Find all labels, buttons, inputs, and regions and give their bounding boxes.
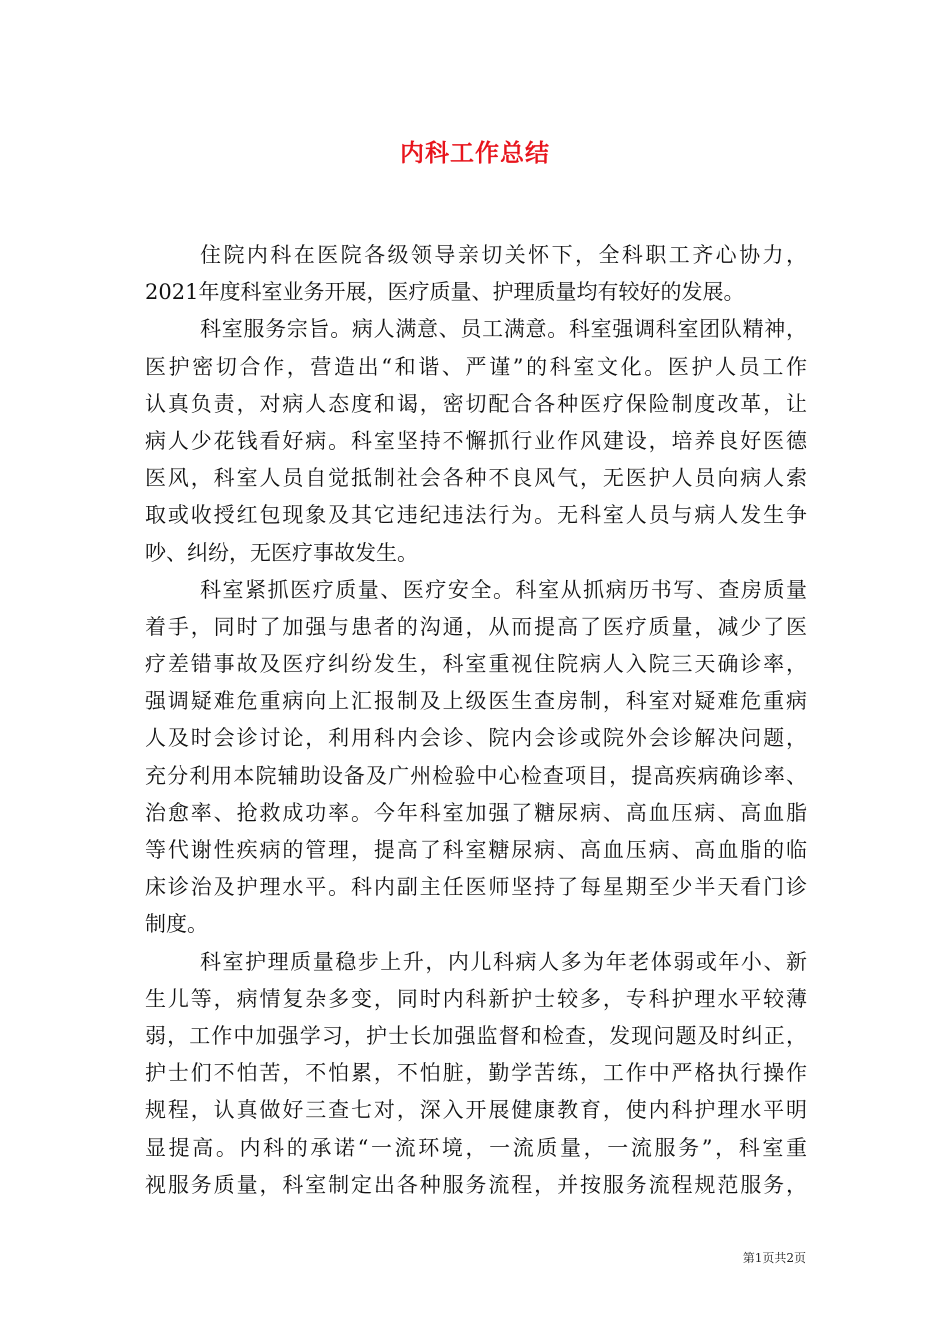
text-line: 治愈率、抢救成功率。今年科室加强了糖尿病、高血压病、高血脂 (145, 800, 807, 825)
text-line: 强调疑难危重病向上汇报制及上级医生查房制，科室对疑难危重病 (145, 689, 807, 714)
paragraph (145, 944, 807, 1204)
paragraph (145, 237, 807, 311)
text-line: 认真负责，对病人态度和谒，密切配合各种医疗保险制度改革，让 (145, 391, 807, 416)
text-line: 科室护理质量稳步上升，内儿科病人多为年老体弱或年小、新 (200, 949, 807, 974)
paragraph (145, 572, 807, 944)
text-line: 生儿等，病情复杂多变，同时内科新护士较多，专科护理水平较薄 (145, 986, 807, 1011)
paragraph (145, 311, 807, 571)
text-line: 等代谢性疾病的管理，提高了科室糖尿病、高血压病、高血脂的临 (145, 838, 807, 862)
document-body (145, 237, 807, 1204)
text-line: 护士们不怕苦，不怕累，不怕脏，勤学苦练，工作中严格执行操作 (145, 1061, 807, 1086)
text-line: 2021年度科室业务开展，医疗质量、护理质量均有较好的发展。 (145, 280, 745, 305)
text-line: 科室紧抓医疗质量、医疗安全。科室从抓病历书写、查房质量 (200, 577, 807, 602)
text-line: 制度。 (145, 912, 208, 937)
text-line: 医风，科室人员自觉抵制社会各种不良风气，无医护人员向病人索 (145, 466, 807, 491)
text-line: 规程，认真做好三查七对，深入开展健康教育，使内科护理水平明 (145, 1098, 807, 1123)
text-line: 床诊治及护理水平。科内副主任医师坚持了每星期至少半天看门诊 (145, 875, 807, 900)
text-line: 弱，工作中加强学习，护士长加强监督和检查，发现问题及时纠正， (145, 1023, 807, 1048)
text-line: 疗差错事故及医疗纠纷发生，科室重视住院病人入院三天确诊率， (145, 652, 807, 677)
text-line: 人及时会诊讨论，利用科内会诊、院内会诊或院外会诊解决问题， (145, 726, 807, 751)
page-number: 第1页共2页 (742, 1251, 806, 1265)
text-line: 病人少花钱看好病。科室坚持不懈抓行业作风建设，培养良好医德 (145, 428, 807, 453)
text-line: 着手，同时了加强与患者的沟通，从而提高了医疗质量，减少了医 (145, 614, 807, 639)
text-line: 医护密切合作，营造出“和谐、严谨”的科室文化。医护人员工作 (145, 354, 807, 379)
document-title: 内科工作总结 (400, 139, 550, 167)
text-line: 充分利用本院辅助设备及广州检验中心检查项目，提高疾病确诊率、 (145, 763, 807, 788)
text-line: 吵、纠纷，无医疗事故发生。 (145, 540, 418, 565)
text-line: 视服务质量，科室制定出各种服务流程，并按服务流程规范服务， (145, 1172, 807, 1197)
text-line: 住院内科在医院各级领导亲切关怀下，全科职工齐心协力， (200, 243, 807, 267)
text-line: 显提高。内科的承诺“一流环境，一流质量，一流服务”，科室重 (145, 1135, 807, 1160)
text-line: 科室服务宗旨。病人满意、员工满意。科室强调科室团队精神， (200, 317, 807, 342)
text-line: 取或收授红包现象及其它违纪违法行为。无科室人员与病人发生争 (145, 503, 807, 528)
